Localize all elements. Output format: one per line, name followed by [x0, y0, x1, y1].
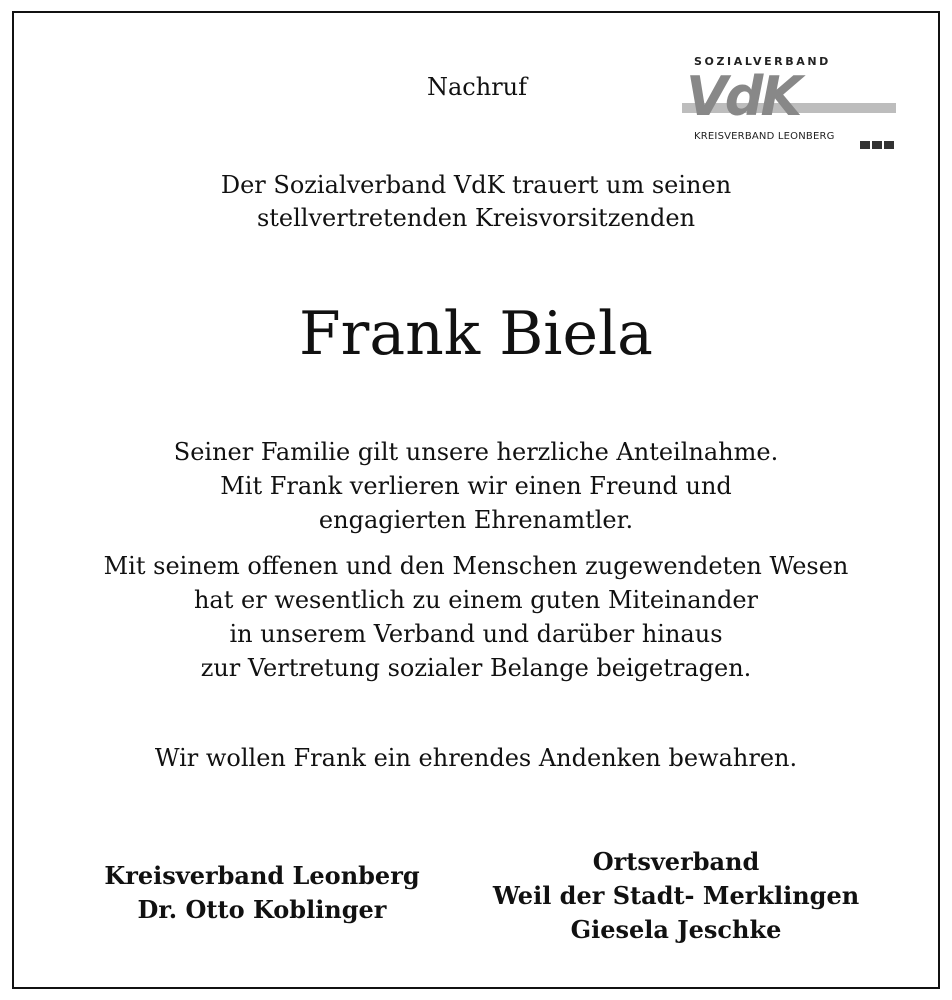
- logo-top-text: SOZIALVERBAND: [694, 55, 831, 68]
- obituary-frame: [12, 11, 940, 989]
- deceased-name: Frank Biela: [299, 299, 653, 369]
- signature-right: [476, 845, 876, 947]
- signature-left: [92, 859, 432, 927]
- paragraph-line: Mit Frank verlieren wir einen Freund und: [220, 472, 732, 500]
- paragraph-line: Mit seinem offenen und den Menschen zugewendeten Wesen: [103, 552, 849, 580]
- paragraph-line: zur Vertretung sozialer Belange beigetragen.: [200, 654, 752, 682]
- logo-mark-text: VdK: [686, 69, 800, 123]
- signature-line: Giesela Jeschke: [570, 915, 782, 944]
- paragraph-line: engagierten Ehrenamtler.: [318, 506, 634, 534]
- tribute-paragraph: [14, 549, 938, 685]
- vdk-logo: [682, 55, 896, 147]
- paragraph-line: Seiner Familie gilt unsere herzliche Anteilnahme.: [173, 438, 779, 466]
- intro-line: stellvertretenden Kreisvorsitzenden: [256, 204, 696, 232]
- intro-line: Der Sozialverband VdK trauert um seinen: [220, 171, 732, 199]
- signature-line: Weil der Stadt- Merklingen: [492, 881, 860, 910]
- signature-line: Dr. Otto Koblinger: [137, 895, 387, 924]
- signature-line: Ortsverband: [592, 847, 760, 876]
- logo-bottom-text: KREISVERBAND LEONBERG: [694, 131, 835, 142]
- paragraph-line: in unserem Verband und darüber hinaus: [229, 620, 723, 648]
- logo-squares-icon: [860, 134, 896, 143]
- vdk-logo-mark: [682, 69, 896, 123]
- closing-line: Wir wollen Frank ein ehrendes Andenken bewahren.: [154, 744, 798, 772]
- intro-text: [14, 169, 938, 235]
- header-title: Nachruf: [426, 73, 528, 101]
- condolence-paragraph: [14, 435, 938, 537]
- paragraph-line: hat er wesentlich zu einem guten Miteinander: [193, 586, 759, 614]
- signature-line: Kreisverband Leonberg: [104, 861, 420, 890]
